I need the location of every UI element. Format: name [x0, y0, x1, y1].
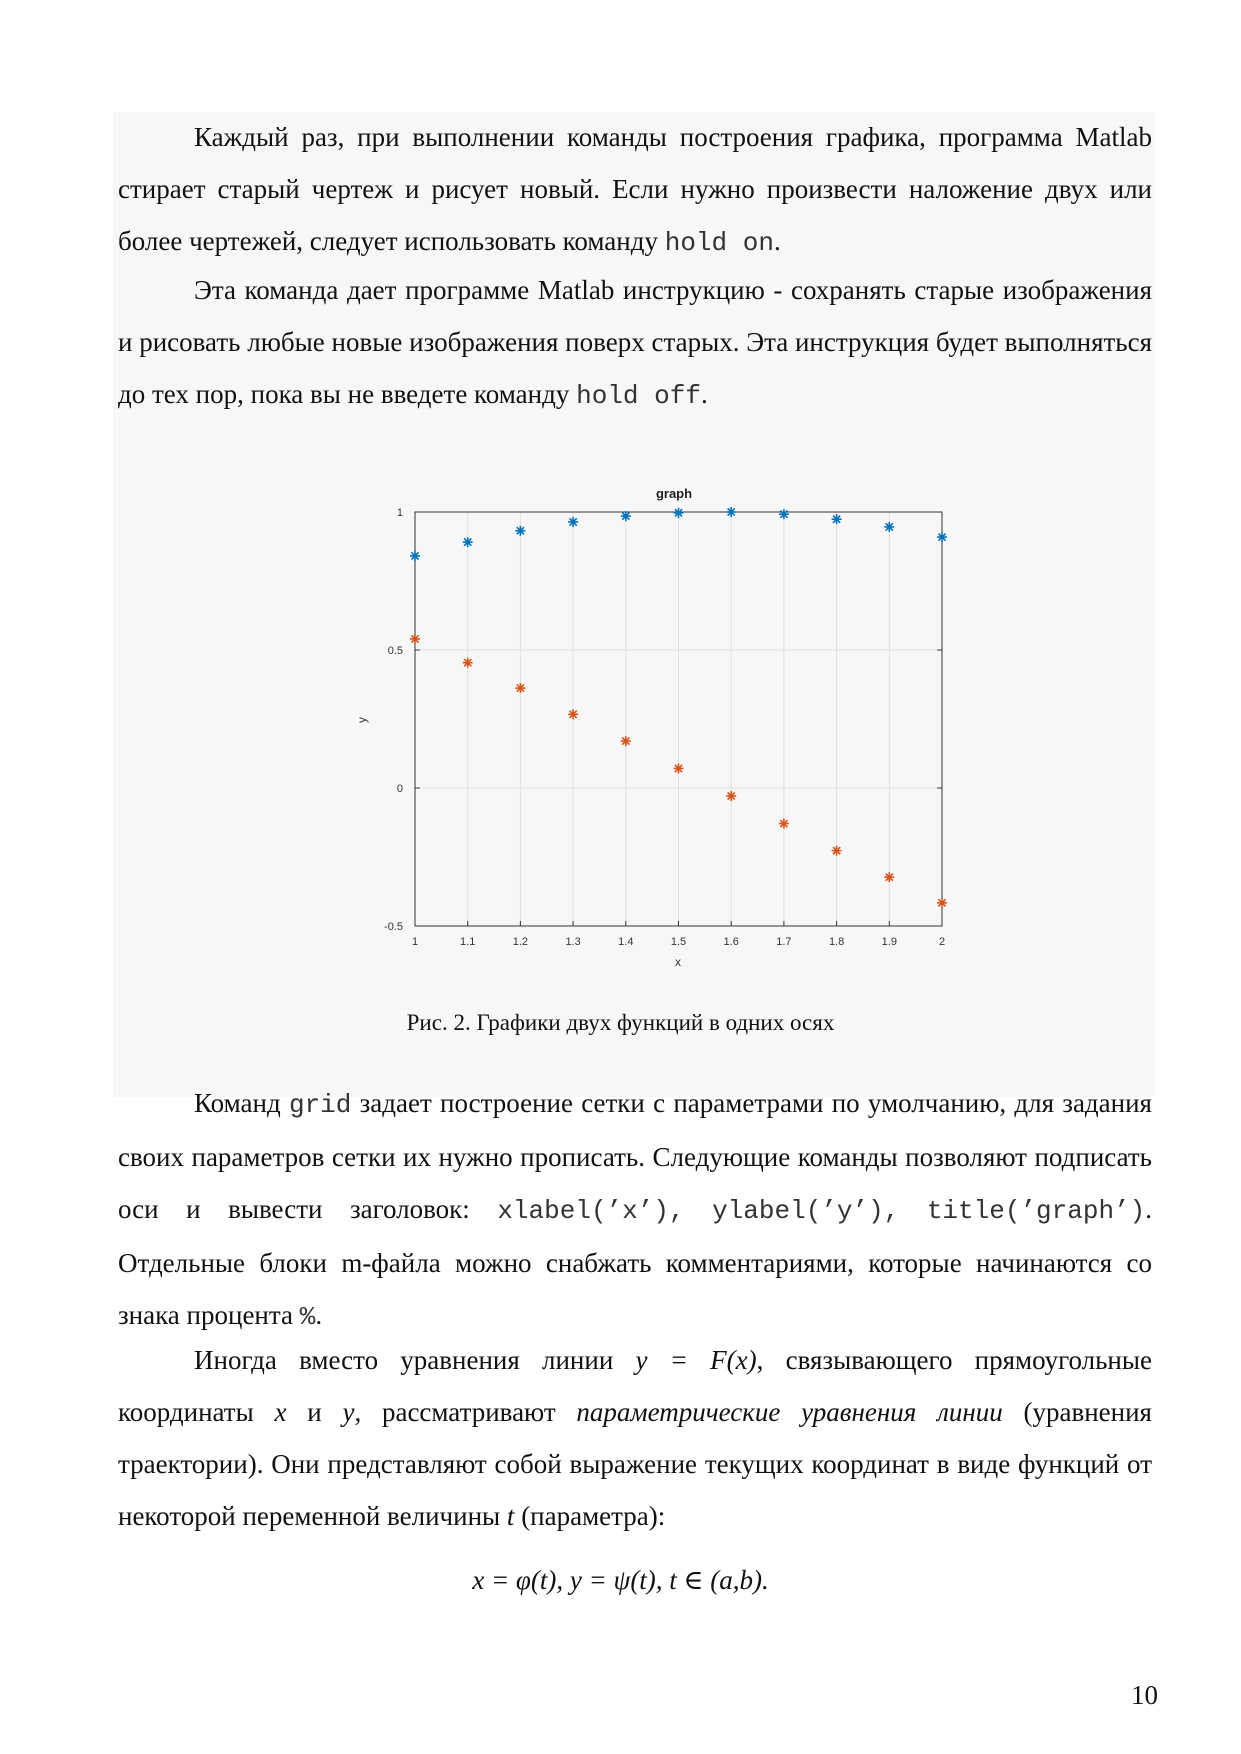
data-point-series2	[884, 872, 894, 882]
x-tick-label: 1.2	[512, 936, 529, 948]
data-point-series1	[726, 507, 736, 517]
x-tick-label: 1.1	[460, 936, 476, 948]
code-title: title(’graph’)	[926, 1196, 1146, 1226]
x-tick-label: 1.6	[723, 936, 739, 948]
p3-text-2: задает построение сетки с параметрами по умолчанию, для задания своих параметров сетки их нужно прописать. Следующие команды позволяют подписать оси и вывести заголовок:	[118, 1088, 1152, 1224]
data-point-series1	[832, 514, 842, 524]
code-hold-on: hold on	[664, 228, 774, 258]
data-point-series2	[726, 791, 736, 801]
y-tick-label: 0	[396, 783, 403, 795]
p4-text-end: (параметра):	[514, 1501, 666, 1531]
p3-space-1	[685, 1194, 713, 1224]
paragraph-2	[118, 264, 1152, 422]
p1-text: Каждый раз, при выполнении команды построения графика, программа Matlab стирает старый чертеж и рисует новый. Если нужно произвести наложение двух или более чертежей, следует использовать команду	[118, 122, 1152, 256]
p1-text-end: .	[773, 226, 781, 256]
data-point-series2	[674, 763, 684, 773]
p4-text-2: , связывающего прямоугольные координаты	[118, 1345, 1152, 1427]
chart-title: graph	[655, 486, 693, 501]
math-x: x	[274, 1397, 287, 1427]
x-tick-label: 1.7	[776, 936, 792, 948]
figure-chart	[355, 480, 960, 980]
data-point-series1	[410, 551, 420, 561]
y-axis-label: y	[355, 717, 369, 723]
data-point-series1	[568, 517, 578, 527]
data-point-series2	[832, 846, 842, 856]
data-point-series2	[621, 736, 631, 746]
y-tick-label: 1	[396, 507, 403, 519]
x-tick-label: 2	[938, 936, 946, 948]
paragraph-4	[118, 1334, 1152, 1542]
data-point-series1	[884, 522, 894, 532]
paragraph-3	[118, 1077, 1152, 1343]
math-y-eq-fx: y = F(x)	[635, 1345, 757, 1375]
paragraph-1	[118, 111, 1152, 269]
p3-text-1: Команд	[194, 1088, 289, 1118]
italic-parametric: параметрические уравнения линии	[576, 1397, 1003, 1427]
code-ylabel: ylabel(’y’),	[712, 1196, 900, 1226]
chart-grid	[415, 512, 942, 926]
code-xlabel: xlabel(’x’),	[497, 1196, 685, 1226]
p3-text-end: .	[315, 1300, 323, 1330]
x-tick-label: 1	[411, 936, 419, 948]
p4-text-3: и	[286, 1397, 343, 1427]
data-point-series1	[937, 532, 947, 542]
page-number: 10	[1131, 1680, 1158, 1710]
x-tick-label: 1.3	[565, 936, 581, 948]
parametric-formula: x = φ(t), y = ψ(t), t ∈ (a,b).	[472, 1565, 769, 1595]
x-tick-label: 1.9	[881, 936, 897, 948]
p3-text-3: . Отдельные блоки m-файла можно снабжать комментариями, которые начинаются со знака процента	[118, 1194, 1153, 1330]
data-point-series2	[779, 819, 789, 829]
y-tick-label: -0.5	[384, 921, 403, 933]
math-t: t	[506, 1501, 515, 1531]
data-point-series1	[463, 537, 473, 547]
p2-text-end: .	[700, 379, 708, 409]
p4-text-5: (уравнения траектории). Они представляют собой выражение текущих координат в виде функций от некоторой переменной величины	[118, 1397, 1152, 1531]
code-hold-off: hold off	[576, 381, 701, 411]
code-percent: %	[299, 1302, 316, 1332]
data-point-series2	[463, 658, 473, 668]
y-tick-label: 0.5	[387, 645, 403, 657]
data-point-series1	[674, 508, 684, 518]
data-point-series2	[410, 634, 420, 644]
data-point-series2	[568, 709, 578, 719]
x-tick-label: 1.5	[670, 936, 687, 948]
p2-text: Эта команда дает программе Matlab инструкцию - сохранять старые изображения и рисовать любые новые изображения поверх старых. Эта инструкция будет выполняться до тех пор, пока вы не введете команду	[118, 275, 1152, 409]
p3-space-2	[899, 1194, 927, 1224]
data-point-series1	[779, 509, 789, 519]
p4-text-1: Иногда вместо уравнения линии	[194, 1345, 636, 1375]
data-point-series2	[937, 898, 947, 908]
data-point-series2	[515, 683, 525, 693]
x-tick-label: 1.4	[618, 936, 634, 948]
x-axis-label: x	[675, 955, 681, 969]
data-point-series1	[621, 511, 631, 521]
data-point-series1	[515, 526, 525, 536]
p4-text-4: , рассматривают	[354, 1397, 577, 1427]
x-tick-label: 1.8	[828, 936, 845, 948]
figure-caption: Рис. 2. Графики двух функций в одних осях	[406, 1010, 835, 1035]
code-grid: grid	[288, 1090, 352, 1120]
math-y: y	[342, 1397, 355, 1427]
